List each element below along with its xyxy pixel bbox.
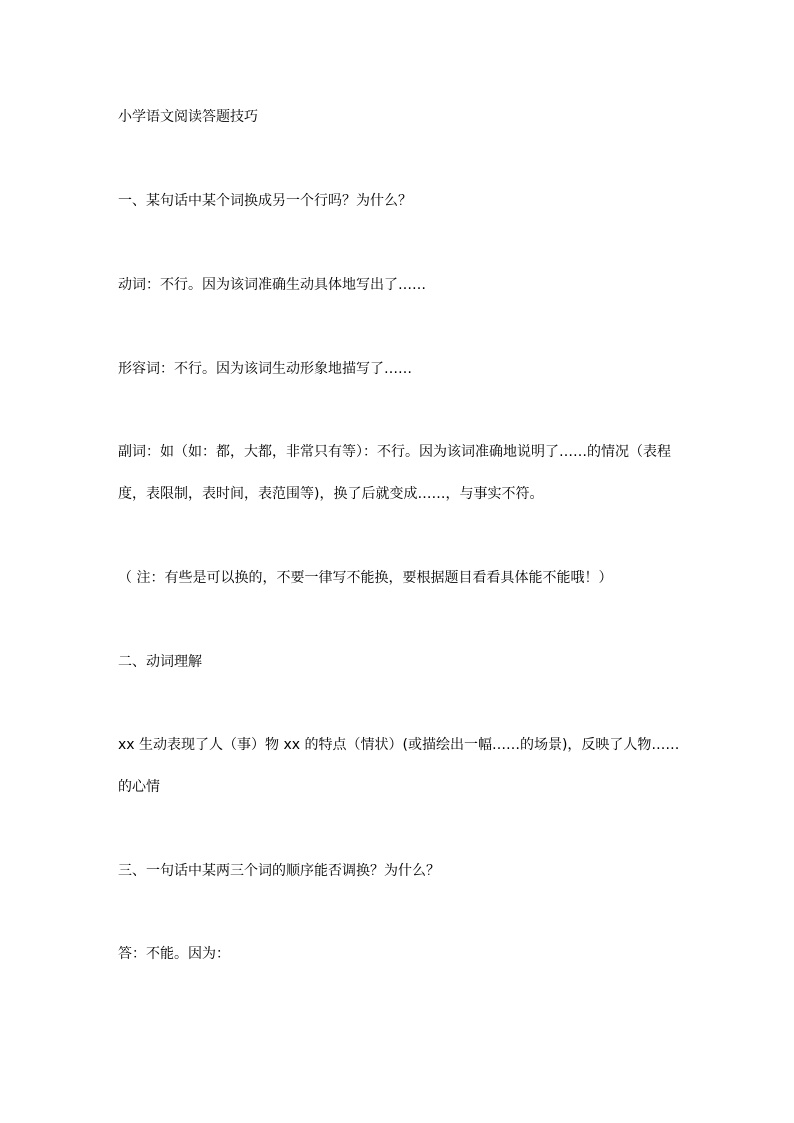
verb-understanding-line-2: 的心情 xyxy=(118,779,160,795)
note-text: （ 注：有些是可以换的，不要一律写不能换，要根据题目看看具体能不能哦！） xyxy=(118,570,613,586)
adverb-answer-line-1: 副词：如（如：都，大都，非常只有等）：不行。因为该词准确地说明了……的情况（表程 xyxy=(118,444,671,460)
verb-understanding-line-1: xx 生动表现了人（事）物 xx 的特点（情状）(或描绘出一幅……的场景)，反映了人物…… xyxy=(118,737,680,753)
section-3-answer: 答：不能。因为： xyxy=(118,946,230,962)
adverb-answer-line-2: 度，表限制，表时间，表范围等)，换了后就变成……，与事实不符。 xyxy=(118,486,544,502)
section-1-heading: 一、某句话中某个词换成另一个行吗？为什么？ xyxy=(118,193,412,209)
adjective-answer: 形容词：不行。因为该词生动形象地描写了…… xyxy=(118,361,412,377)
section-3-heading: 三、一句话中某两三个词的顺序能否调换？为什么？ xyxy=(118,863,440,879)
document-title: 小学语文阅读答题技巧 xyxy=(118,109,258,125)
section-2-heading: 二、动词理解 xyxy=(118,654,202,670)
verb-answer: 动词：不行。因为该词准确生动具体地写出了…… xyxy=(118,277,426,293)
